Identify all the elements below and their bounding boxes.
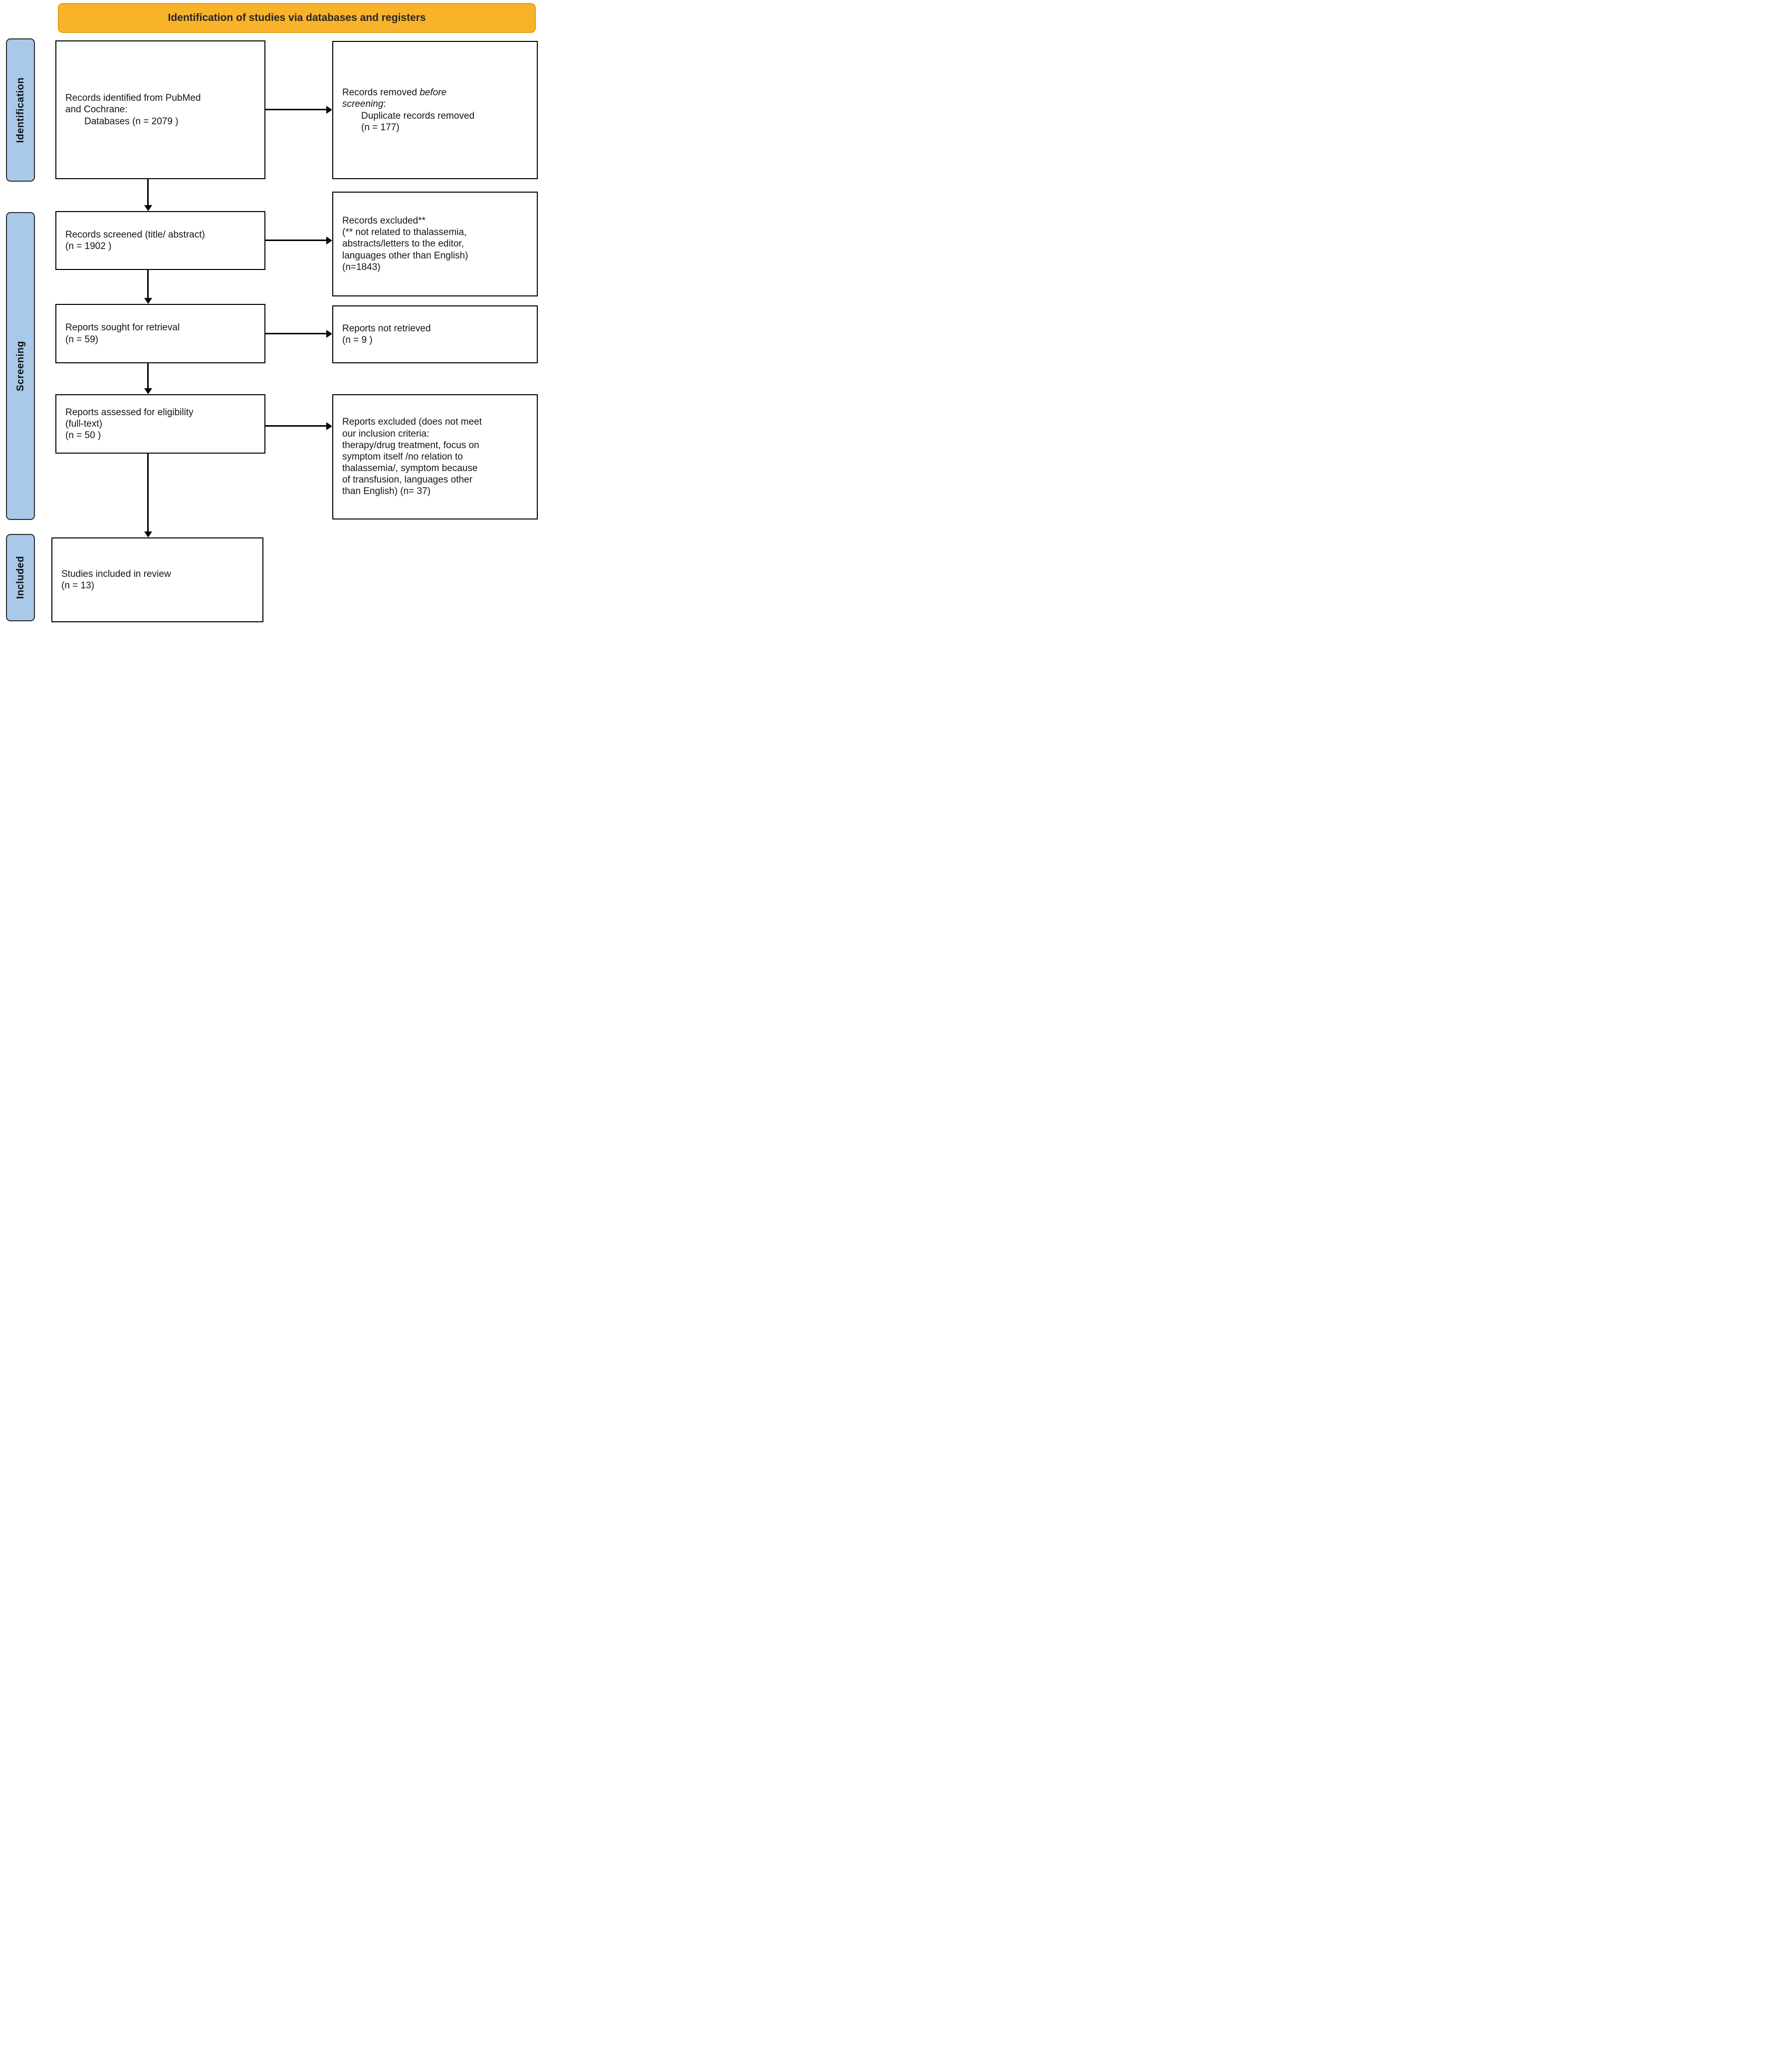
diagram-title-banner — [58, 3, 536, 33]
stage-included-label: Included — [14, 556, 26, 599]
text-line — [342, 98, 474, 110]
stage-identification — [6, 38, 35, 182]
text-line: Reports sought for retrieval — [65, 322, 180, 333]
prisma-flow-diagram — [0, 0, 560, 644]
text-segment-italic: before — [420, 87, 447, 98]
text-line: Duplicate records removed — [361, 110, 475, 121]
diagram-title: Identification of studies via databases and registers — [168, 12, 426, 23]
arrow-identified-to-screened — [147, 179, 149, 206]
text-line: than English) (n= 37) — [342, 486, 431, 497]
box-reports-sought — [55, 304, 265, 363]
text-line: (n=1843) — [342, 261, 381, 272]
box-records-removed-text — [333, 83, 480, 137]
box-studies-included — [51, 537, 263, 622]
text-line: Studies included in review — [61, 568, 171, 579]
arrow-screened-to-excluded — [265, 240, 327, 241]
box-reports-assessed — [55, 394, 265, 454]
text-line: (n = 177) — [361, 122, 400, 133]
arrow-sought-to-not-retrieved — [265, 333, 327, 334]
box-reports-assessed-text — [56, 403, 200, 446]
box-records-identified-text — [56, 88, 207, 131]
text-line: languages other than English) — [342, 250, 468, 261]
stage-screening-label: Screening — [14, 340, 26, 392]
text-segment-italic: screening — [342, 99, 384, 110]
text-line: abstracts/letters to the editor, — [342, 239, 464, 250]
stage-identification-label: Identification — [14, 77, 26, 143]
stage-included — [6, 534, 35, 621]
text-line: Records identified from PubMed — [65, 93, 201, 104]
text-line: our inclusion criteria: — [342, 428, 430, 439]
text-line: (n = 50 ) — [65, 430, 101, 441]
text-line — [342, 87, 474, 98]
arrow-screened-to-sought — [147, 270, 149, 298]
text-line: Reports not retrieved — [342, 323, 431, 334]
text-line: and Cochrane: — [65, 104, 128, 115]
arrow-identified-to-removed — [265, 109, 327, 110]
text-line: (n = 59) — [65, 334, 99, 345]
arrow-assessed-to-excluded — [265, 425, 327, 427]
box-records-screened — [55, 211, 265, 270]
text-line: Databases (n = 2079 ) — [84, 116, 179, 127]
text-line: Reports excluded (does not meet — [342, 417, 482, 428]
box-records-excluded — [332, 192, 538, 296]
text-line: (n = 1902 ) — [65, 241, 112, 252]
arrow-assessed-to-included — [147, 454, 149, 532]
box-reports-not-retrieved-text — [333, 319, 437, 350]
text-line: (n = 9 ) — [342, 335, 373, 345]
text-line: (n = 13) — [61, 580, 95, 591]
text-line: Records excluded** — [342, 216, 426, 227]
text-line: (full-text) — [65, 418, 102, 429]
text-line: of transfusion, languages other — [342, 475, 472, 486]
stage-screening — [6, 212, 35, 520]
box-records-removed — [332, 41, 538, 179]
text-segment: : — [383, 99, 386, 110]
box-studies-included-text — [52, 564, 177, 595]
box-reports-sought-text — [56, 318, 186, 349]
text-segment: Records removed — [342, 87, 420, 98]
text-line: symptom itself /no relation to — [342, 451, 463, 462]
box-reports-excluded-text — [333, 412, 488, 501]
text-line: Reports assessed for eligibility — [65, 407, 194, 418]
text-line: Records screened (title/ abstract) — [65, 229, 205, 240]
box-reports-excluded — [332, 394, 538, 519]
box-reports-not-retrieved — [332, 305, 538, 363]
text-line: therapy/drug treatment, focus on — [342, 440, 479, 451]
box-records-excluded-text — [333, 211, 474, 277]
text-line: thalassemia/, symptom because — [342, 463, 478, 474]
box-records-identified — [55, 40, 265, 179]
text-line: (** not related to thalassemia, — [342, 227, 467, 238]
box-records-screened-text — [56, 225, 211, 256]
arrow-sought-to-assessed — [147, 363, 149, 389]
